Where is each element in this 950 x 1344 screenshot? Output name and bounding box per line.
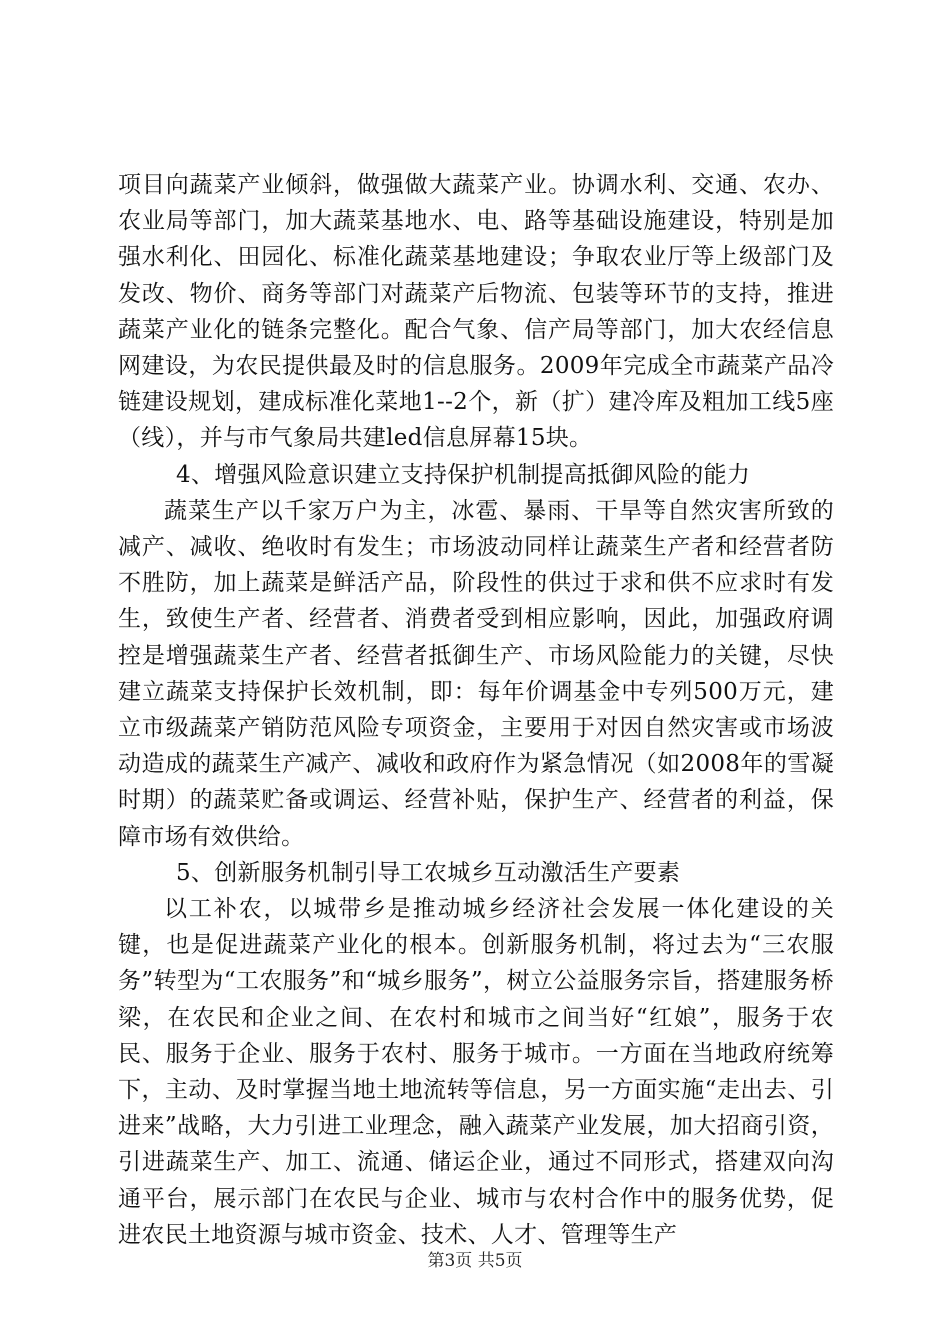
document-body bbox=[118, 167, 834, 1253]
paragraph-infrastructure: 项目向蔬菜产业倾斜，做强做大蔬菜产业。协调水利、交通、农办、农业局等部门，加大蔬菜基地水、电、路等基础设施建设，特别是加强水利化、田园化、标准化蔬菜基地建设；争取农业厅等上级部门及发改、物价、商务等部门对蔬菜产后物流、包装等环节的支持，推进蔬菜产业化的链条完整化。配合气象、信产局等部门，加大农经信息网建设，为农民提供最及时的信息服务。2009年完成全市蔬菜产品冷链建设规划，建成标准化菜地1--2个，新（扩）建冷库及粗加工线5座（线），并与市气象局共建led信息屏幕15块。 bbox=[118, 172, 834, 452]
page-number-footer: 第3页 共5页 bbox=[427, 1251, 523, 1271]
section-heading-risk: 4、增强风险意识建立支持保护机制提高抵御风险的能力 bbox=[176, 461, 751, 488]
paragraph-service: 以工补农，以城带乡是推动城乡经济社会发展一体化建设的关键，也是促进蔬菜产业化的根本。创新服务机制，将过去为“三农服务”转型为“工农服务”和“城乡服务”，树立公益服务宗旨，搭建服务桥梁，在农民和企业之间、在农村和城市之间当好“红娘”，服务于农民、服务于企业、服务于农村、服务于城市。一方面在当地政府统筹下，主动、及时掌握当地土地流转等信息，另一方面实施“走出去、引进来”战略，大力引进工业理念，融入蔬菜产业发展，加大招商引资，引进蔬菜生产、加工、流通、储运企业，通过不同形式，搭建双向沟通平台，展示部门在农民与企业、城市与农村合作中的服务优势，促进农民土地资源与城市资金、技术、人才、管理等生产 bbox=[118, 896, 834, 1248]
section-heading-service: 5、创新服务机制引导工农城乡互动激活生产要素 bbox=[176, 859, 681, 886]
paragraph-risk: 蔬菜生产以千家万户为主，冰雹、暴雨、干旱等自然灾害所致的减产、减收、绝收时有发生；市场波动同样让蔬菜生产者和经营者防不胜防，加上蔬菜是鲜活产品，阶段性的供过于求和供不应求时有发生，致使生产者、经营者、消费者受到相应影响，因此，加强政府调控是增强蔬菜生产者、经营者抵御生产、市场风险能力的关键，尽快建立蔬菜支持保护长效机制，即：每年价调基金中专列500万元，建立市级蔬菜产销防范风险专项资金，主要用于对因自然灾害或市场波动造成的蔬菜生产减产、减收和政府作为紧急情况（如2008年的雪凝时期）的蔬菜贮备或调运、经营补贴，保护生产、经营者的利益，保障市场有效供给。 bbox=[118, 497, 834, 850]
